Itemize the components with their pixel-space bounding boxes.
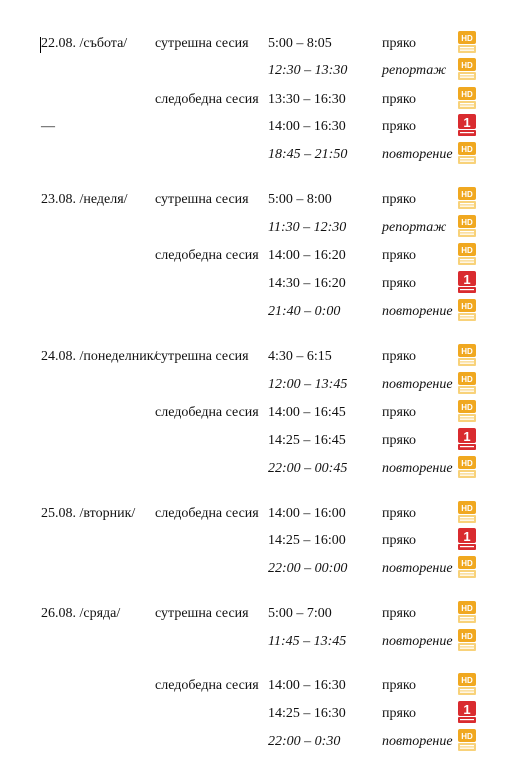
broadcast-type: пряко (382, 533, 417, 548)
schedule-row (0, 116, 519, 138)
svg-text:1: 1 (463, 115, 471, 130)
time-range: 14:25 – 16:30 (268, 706, 346, 721)
svg-text:1: 1 (463, 272, 471, 287)
broadcast-type: пряко (382, 248, 417, 263)
schedule-row (0, 189, 519, 211)
bnt-hd-logo-icon (458, 31, 476, 53)
svg-text:HD: HD (461, 246, 473, 255)
broadcast-type: пряко (382, 192, 417, 207)
time-range: 21:40 – 0:00 (268, 304, 341, 319)
time-range: 4:30 – 6:15 (268, 349, 332, 364)
bnt-hd-logo-icon (458, 215, 476, 237)
broadcast-type: пряко (382, 36, 417, 51)
broadcast-type: повторение (382, 734, 453, 749)
time-range: 18:45 – 21:50 (268, 147, 348, 162)
time-range: 22:00 – 0:30 (268, 734, 341, 749)
broadcast-type: повторение (382, 634, 453, 649)
broadcast-type: повторение (382, 147, 453, 162)
broadcast-type: пряко (382, 119, 417, 134)
svg-text:HD: HD (461, 190, 473, 199)
time-range: 14:00 – 16:00 (268, 506, 346, 521)
session-label: следобедна сесия (155, 405, 259, 420)
session-label: следобедна сесия (155, 506, 259, 521)
svg-text:1: 1 (463, 429, 471, 444)
broadcast-type: пряко (382, 92, 417, 107)
svg-text:1: 1 (463, 529, 471, 544)
broadcast-type: репортаж (382, 220, 447, 235)
time-range: 12:00 – 13:45 (268, 377, 348, 392)
schedule-row (0, 89, 519, 111)
bnt-hd-logo-icon (458, 629, 476, 651)
session-label: следобедна сесия (155, 248, 259, 263)
broadcast-type: повторение (382, 377, 453, 392)
time-range: 11:45 – 13:45 (268, 634, 347, 649)
time-range: 14:00 – 16:45 (268, 405, 346, 420)
broadcast-type: повторение (382, 561, 453, 576)
schedule-row (0, 631, 519, 653)
time-range: 22:00 – 00:00 (268, 561, 348, 576)
time-range: 22:00 – 00:45 (268, 461, 348, 476)
svg-text:HD: HD (461, 459, 473, 468)
time-range: 14:30 – 16:20 (268, 276, 346, 291)
schedule-row (0, 731, 519, 753)
bnt-hd-logo-icon (458, 142, 476, 164)
broadcast-type: пряко (382, 349, 417, 364)
time-range: 5:00 – 8:05 (268, 36, 332, 51)
svg-text:HD: HD (461, 559, 473, 568)
schedule-row (0, 346, 519, 368)
bnt-hd-logo-icon (458, 187, 476, 209)
broadcast-type: повторение (382, 304, 453, 319)
bnt1-logo-icon (458, 114, 476, 136)
bnt-hd-logo-icon (458, 87, 476, 109)
svg-text:HD: HD (461, 632, 473, 641)
broadcast-type: пряко (382, 405, 417, 420)
session-label: следобедна сесия (155, 678, 259, 693)
broadcast-type: пряко (382, 506, 417, 521)
bnt-hd-logo-icon (458, 729, 476, 751)
time-range: 14:00 – 16:20 (268, 248, 346, 263)
svg-text:HD: HD (461, 90, 473, 99)
svg-text:HD: HD (461, 504, 473, 513)
svg-text:HD: HD (461, 34, 473, 43)
schedule-row (0, 245, 519, 267)
bnt1-logo-icon (458, 428, 476, 450)
time-range: 14:00 – 16:30 (268, 678, 346, 693)
broadcast-type: пряко (382, 606, 417, 621)
session-label: сутрешна сесия (155, 349, 249, 364)
schedule-row (0, 558, 519, 580)
bnt-hd-logo-icon (458, 601, 476, 623)
svg-text:HD: HD (461, 61, 473, 70)
schedule-row (0, 675, 519, 697)
schedule-row (0, 530, 519, 552)
broadcast-type: пряко (382, 678, 417, 693)
schedule-row (0, 301, 519, 323)
bnt-hd-logo-icon (458, 556, 476, 578)
bnt-hd-logo-icon (458, 58, 476, 80)
bnt-hd-logo-icon (458, 673, 476, 695)
schedule-row (0, 703, 519, 725)
day-label: 26.08. /сряда/ (41, 606, 121, 621)
bnt-hd-logo-icon (458, 243, 476, 265)
schedule-row (0, 60, 519, 82)
svg-text:HD: HD (461, 218, 473, 227)
schedule-row (0, 217, 519, 239)
schedule-row (0, 374, 519, 396)
svg-text:HD: HD (461, 145, 473, 154)
bnt-hd-logo-icon (458, 299, 476, 321)
day-label: — (41, 119, 55, 134)
day-label: 22.08. /събота/ (41, 36, 128, 51)
svg-text:HD: HD (461, 347, 473, 356)
svg-text:HD: HD (461, 732, 473, 741)
time-range: 12:30 – 13:30 (268, 63, 348, 78)
schedule-row (0, 503, 519, 525)
svg-text:1: 1 (463, 702, 471, 717)
broadcast-type: репортаж (382, 63, 447, 78)
svg-text:HD: HD (461, 375, 473, 384)
bnt-hd-logo-icon (458, 400, 476, 422)
time-range: 5:00 – 7:00 (268, 606, 332, 621)
time-range: 14:25 – 16:45 (268, 433, 346, 448)
time-range: 14:25 – 16:00 (268, 533, 346, 548)
time-range: 11:30 – 12:30 (268, 220, 347, 235)
day-label: 23.08. /неделя/ (41, 192, 128, 207)
time-range: 5:00 – 8:00 (268, 192, 332, 207)
time-range: 14:00 – 16:30 (268, 119, 346, 134)
schedule-row (0, 33, 519, 55)
schedule-row (0, 144, 519, 166)
svg-text:HD: HD (461, 604, 473, 613)
session-label: сутрешна сесия (155, 606, 249, 621)
schedule-row (0, 603, 519, 625)
session-label: следобедна сесия (155, 92, 259, 107)
schedule-row (0, 273, 519, 295)
time-range: 13:30 – 16:30 (268, 92, 346, 107)
svg-text:HD: HD (461, 403, 473, 412)
broadcast-type: пряко (382, 433, 417, 448)
bnt-hd-logo-icon (458, 501, 476, 523)
bnt1-logo-icon (458, 271, 476, 293)
svg-text:HD: HD (461, 676, 473, 685)
broadcast-type: пряко (382, 706, 417, 721)
schedule-row (0, 402, 519, 424)
bnt1-logo-icon (458, 701, 476, 723)
session-label: сутрешна сесия (155, 192, 249, 207)
broadcast-type: пряко (382, 276, 417, 291)
bnt1-logo-icon (458, 528, 476, 550)
day-label: 25.08. /вторник/ (41, 506, 136, 521)
broadcast-type: повторение (382, 461, 453, 476)
schedule-row (0, 430, 519, 452)
svg-text:HD: HD (461, 302, 473, 311)
bnt-hd-logo-icon (458, 456, 476, 478)
bnt-hd-logo-icon (458, 344, 476, 366)
schedule-row (0, 458, 519, 480)
bnt-hd-logo-icon (458, 372, 476, 394)
day-label: 24.08. /понеделник/ (41, 349, 158, 364)
session-label: сутрешна сесия (155, 36, 249, 51)
